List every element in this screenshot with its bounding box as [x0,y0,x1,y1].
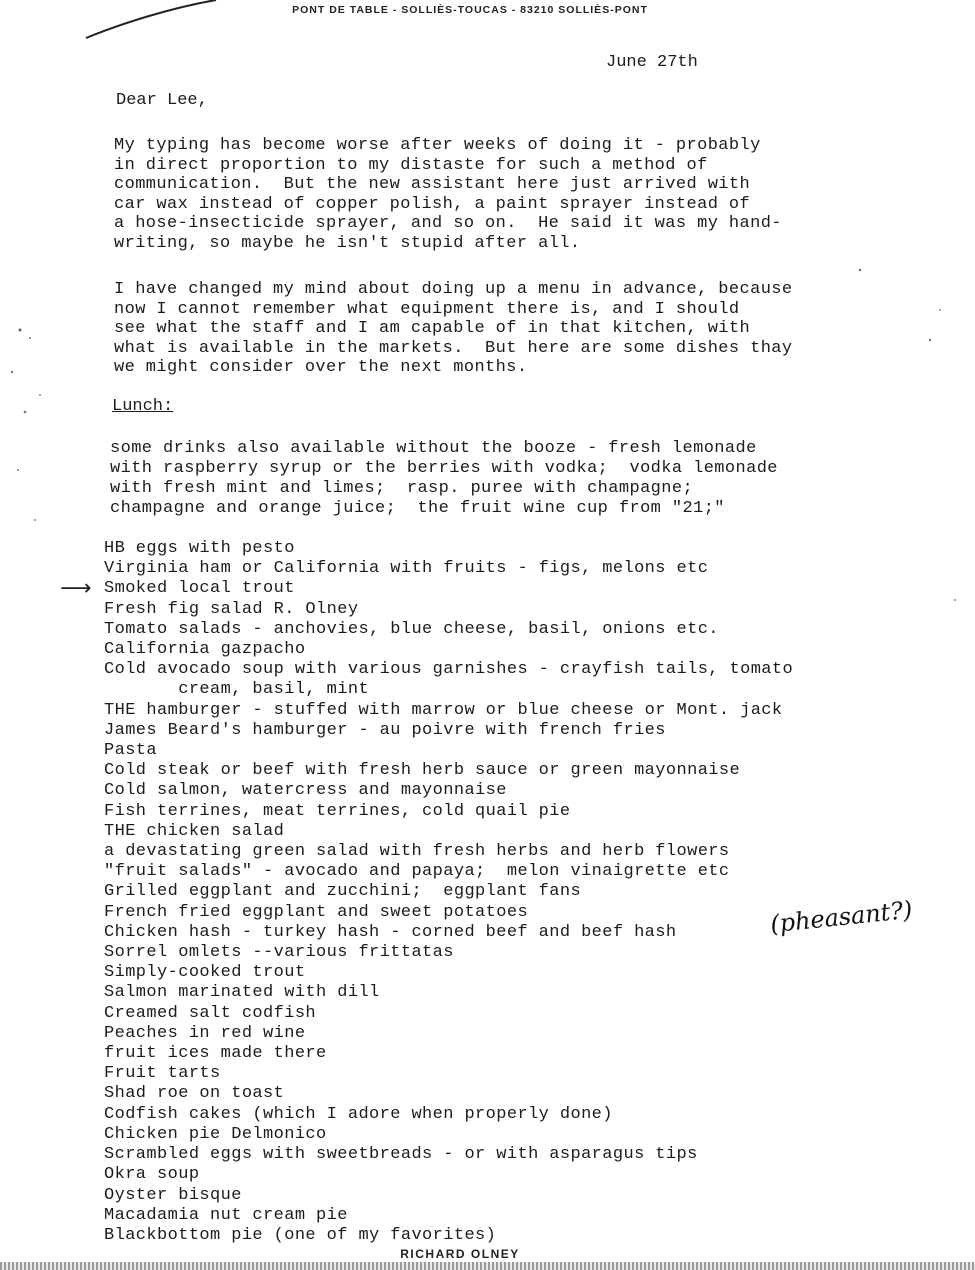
list-item: Codfish cakes (which I adore when properly done) [104,1104,613,1124]
list-item: Oyster bisque [104,1185,242,1205]
list-item: Creamed salt codfish [104,1003,317,1023]
list-item: French fried eggplant and sweet potatoes [104,902,529,922]
list-item: James Beard's hamburger - au poivre with french fries [104,720,666,740]
list-item: Salmon marinated with dill [104,983,380,1003]
list-item: Pasta [104,741,158,761]
list-item: Cold salmon, watercress and mayonnaise [104,781,507,801]
list-item: cream, basil, mint [104,680,370,700]
list-item: Grilled eggplant and zucchini; eggplant fans [104,882,582,902]
list-item: Fish terrines, meat terrines, cold quail pie [104,801,571,821]
drinks-paragraph: some drinks also available without the booze - fresh lemonade with raspberry syrup or the berries with vodka; vodka lemonade with fresh mint and limes; rasp. puree with champagne; champagne and orange juice; the fruit wine cup from "21;" [110,439,778,518]
list-item: Chicken pie Delmonico [104,1124,327,1144]
list-item: Fruit tarts [104,1064,221,1084]
list-item: Virginia ham or California with fruits - figs, melons etc [104,559,709,579]
list-item: Cold avocado soup with various garnishes - crayfish tails, tomato [104,660,794,680]
list-item: Okra soup [104,1165,200,1185]
list-item: Scrambled eggs with sweetbreads - or with asparagus tips [104,1145,698,1165]
paragraph-2: I have changed my mind about doing up a menu in advance, because now I cannot remember what equipment there is, and I should see what the staff and I am capable of in that kitchen, with what is available in the markets. But here are some dishes thay we might consider over the next months. [114,280,793,377]
list-item: Smoked local trout [104,579,295,599]
list-item: Tomato salads - anchovies, blue cheese, basil, onions etc. [104,619,719,639]
list-item: Cold steak or beef with fresh herb sauce or green mayonnaise [104,761,741,781]
list-item: THE chicken salad [104,821,285,841]
dish-list [104,539,934,1246]
list-item: Peaches in red wine [104,1023,306,1043]
list-item: Sorrel omlets --various frittatas [104,943,454,963]
list-item: Simply-cooked trout [104,963,306,983]
handwritten-arrow-icon: ⟶ [60,576,92,601]
list-item: "fruit salads" - avocado and papaya; melon vinaigrette etc [104,862,730,882]
list-item: Blackbottom pie (one of my favorites) [104,1225,497,1245]
paragraph-1: My typing has become worse after weeks of doing it - probably in direct proportion to my distaste for such a method of communication. But the new assistant here just arrived with car wax instead of copper polish, a paint sprayer instead of a hose-insecticide sprayer, and so on. He said it was my hand- writing, so maybe he isn't stupid after all. [114,136,782,253]
lunch-heading: Lunch: [112,397,174,416]
letter-date: June 27th [606,53,698,72]
list-item: Macadamia nut cream pie [104,1205,348,1225]
list-item: a devastating green salad with fresh herbs and herb flowers [104,842,730,862]
salutation: Dear Lee, [116,91,208,110]
letterhead: PONT DE TABLE - SOLLIÈS-TOUCAS - 83210 SOLLIÈS-PONT [292,4,648,16]
list-item: Chicken hash - turkey hash - corned beef and beef hash [104,922,677,942]
list-item: Fresh fig salad R. Olney [104,599,359,619]
list-item: THE hamburger - stuffed with marrow or blue cheese or Mont. jack [104,700,783,720]
list-item: Shad roe on toast [104,1084,285,1104]
list-item: California gazpacho [104,640,306,660]
handwritten-note: (pheasant?) [768,895,914,939]
list-item: fruit ices made there [104,1044,327,1064]
list-item: HB eggs with pesto [104,539,295,558]
signature-footer: RICHARD OLNEY [400,1247,520,1261]
scan-edge [0,1262,975,1270]
